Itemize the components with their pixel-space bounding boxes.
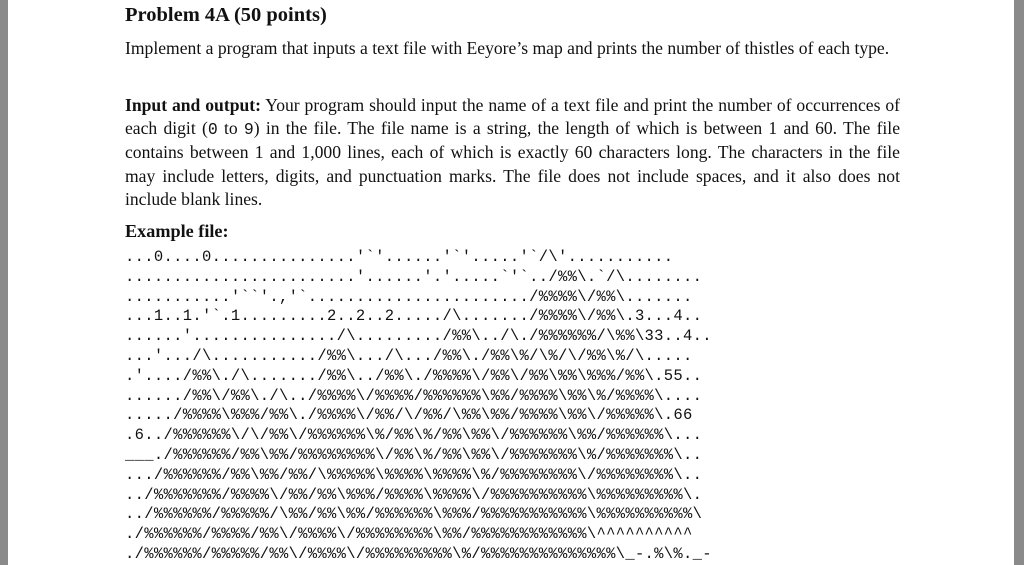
map-line: ./%%%%%%/%%%%/%%\/%%%%\/%%%%%%%%\%%/%%%%%%%%%%%%\^^^^^^^^^^ — [125, 525, 693, 544]
problem-title: Problem 4A (50 points) — [125, 4, 327, 26]
map-line: ....../%%\/%%\./\../%%%%\/%%%%/%%%%%%\%%/%%%%\%%\%/%%%%\.... — [125, 386, 703, 405]
map-line: ...'.../\.........../%%\.../\.../%%\./%%\%/\%/\/%%\%/\..... — [125, 346, 693, 365]
io-text-b: to — [217, 118, 244, 139]
map-line: ___./%%%%%%/%%\%%/%%%%%%%%\/%%\%/%%\%%\/%%%%%%%\%/%%%%%%%\.. — [125, 445, 703, 464]
io-text-c: ) in the file. The file name is a string, the length of which is between 1 and 60. The file contains between 1 and 1,000 lines, each of which is exactly 60 characters long. The characters in the file may include letters, digits, and punctuation marks. The file does not include spaces, and it also does not include blank lines. — [125, 118, 901, 209]
map-line: .../%%%%%%/%%\%%/%%/\%%%%%\%%%%\%%%%\%/%%%%%%%%\/%%%%%%%%\.. — [125, 465, 703, 484]
left-border — [0, 0, 8, 565]
io-digit-from: 0 — [207, 120, 218, 140]
example-file-content — [125, 248, 712, 565]
io-text-a: Your program should input the name of a text file and print the number of occurrences of each digit ( — [125, 95, 900, 139]
map-line: ...........'``'.,'`......................./%%%%\/%%\....... — [125, 287, 693, 306]
map-line: ........................'......'.'.....`'`../%%\.`/\........ — [125, 267, 703, 286]
io-paragraph — [125, 94, 900, 211]
intro-paragraph: Implement a program that inputs a text file with Eeyore’s map and prints the number of thistles of each type. — [125, 38, 890, 58]
io-lead: Input and output: — [125, 95, 261, 115]
map-line: .6../%%%%%%\/\/%%\/%%%%%%\%/%%\%/%%\%%\/%%%%%%\%%/%%%%%%\... — [125, 426, 703, 445]
right-border — [1014, 0, 1024, 565]
map-line: ../%%%%%%%/%%%%\/%%/%%\%%%/%%%%\%%%%\/%%%%%%%%%%\%%%%%%%%%\. — [125, 485, 703, 504]
map-line: ...../%%%%\%%%/%%\./%%%%\/%%/\/%%/\%%\%%/%%%%\%%\/%%%%%\.66 — [125, 406, 693, 425]
map-line: .'..../%%\./\......./%%\../%%\./%%%%\/%%\/%%\%%\%%%/%%\.55.. — [125, 366, 703, 385]
map-line: ./%%%%%%/%%%%%/%%\/%%%%\/%%%%%%%%%\%/%%%%%%%%%%%%%%\_-.%\%._- — [125, 544, 712, 563]
io-digit-to: 9 — [243, 120, 254, 140]
map-line: ...1..1.'`.1.........2..2..2...../\......./%%%%\/%%\.3...4.. — [125, 307, 703, 326]
map-line: ...0....0...............'`'......'`'.....'`/\'........... — [125, 248, 674, 266]
example-file-label: Example file: — [125, 221, 229, 241]
map-line: ......'.............../\........./%%\../\./%%%%%%/\%%\33..4.. — [125, 327, 712, 346]
map-line: ../%%%%%%/%%%%%/\%%/%%\%%/%%%%%%\%%%/%%%%%%%%%%%\%%%%%%%%%%\ — [125, 505, 703, 524]
